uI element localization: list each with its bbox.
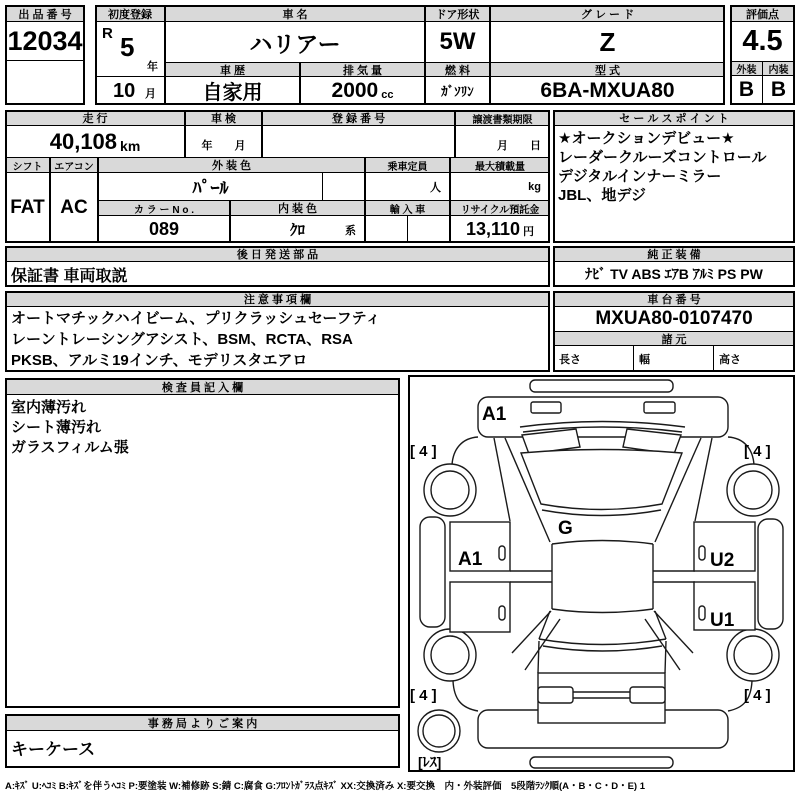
sales-points-body <box>553 125 795 243</box>
sales-point-line: レーダークルーズコントロール <box>558 149 767 166</box>
shift-value: FAT <box>5 172 50 243</box>
mark-right-front-door: U2 <box>710 550 735 571</box>
inspection-header: 車 検 <box>185 110 262 126</box>
exterior-grade-value: B <box>730 75 763 105</box>
imported-cell-right <box>407 215 450 243</box>
passengers-header: 乗車定員 <box>365 157 450 173</box>
mark-windshield: G <box>558 518 573 539</box>
inspector-note-line: シート薄汚れ <box>11 419 102 436</box>
history-value: 自家用 <box>165 76 300 105</box>
caution-line: PKSB、アルミ19インチ、モデリスタエアロ <box>11 352 308 369</box>
mark-left-front-door: A1 <box>458 549 483 570</box>
mark-tire-rear-right: [ 4 ] <box>744 687 771 704</box>
mileage-unit: km <box>120 138 141 154</box>
door-shape-header: ドア形状 <box>425 5 490 22</box>
mileage-header: 走 行 <box>5 110 185 126</box>
score-header: 評価点 <box>730 5 795 22</box>
year-suffix: 年 <box>147 61 158 73</box>
transfer-deadline-value: 月 日 <box>455 125 550 158</box>
car-name-value: ハリアー <box>165 21 425 63</box>
later-shipping-value: 保証書 車両取説 <box>5 261 550 287</box>
mark-spare-tire: [ﾚｽ] <box>418 754 442 770</box>
fuel-value: ｶﾞｿﾘﾝ <box>425 76 490 105</box>
lot-number-header: 出 品 番 号 <box>5 5 85 22</box>
exterior-color-header: 外 装 色 <box>98 157 365 173</box>
first-registration-year-cell <box>95 21 165 77</box>
interior-grade-header: 内装 <box>762 61 795 76</box>
interior-color-name: ｸﾛ <box>289 221 305 239</box>
car-name-header: 車 名 <box>165 5 425 22</box>
recycle-deposit-number: 13,110 <box>465 218 521 239</box>
passengers-value: 人 <box>365 172 450 201</box>
sales-point-line: ★オークションデビュー★ <box>558 130 735 147</box>
car-damage-diagram <box>408 375 795 772</box>
recycle-deposit-unit: 円 <box>523 226 535 238</box>
recycle-deposit-header: リサイクル預託金 <box>450 200 550 216</box>
reg-month: 10 <box>113 80 136 102</box>
recycle-deposit-value <box>450 215 550 243</box>
chassis-no-value: MXUA80-0107470 <box>553 306 795 332</box>
transfer-deadline-header: 譲渡書類期限 <box>455 110 550 126</box>
door-shape-value: 5W <box>425 21 490 63</box>
first-registration-header: 初度登録 <box>95 5 165 22</box>
dimensions-header: 諸 元 <box>553 331 795 346</box>
max-load-header: 最大積載量 <box>450 157 550 173</box>
exterior-grade-header: 外装 <box>730 61 763 76</box>
mileage-value <box>5 125 185 158</box>
mileage-number: 40,108 <box>49 128 118 154</box>
max-load-value: kg <box>450 172 550 201</box>
inspector-notes-body <box>5 394 400 708</box>
chassis-no-header: 車 台 番 号 <box>553 291 795 307</box>
exterior-color-empty-cell <box>322 172 365 201</box>
sales-point-line: JBL、地デジ <box>558 187 647 204</box>
score-value: 4.5 <box>730 21 795 62</box>
imported-cell-left <box>365 215 408 243</box>
mark-right-rear-door: U1 <box>710 610 735 631</box>
sales-points-header: セ ー ル ス ポ イ ン ト <box>553 110 795 126</box>
later-shipping-header: 後 日 発 送 部 品 <box>5 246 550 262</box>
displacement-unit: cc <box>381 89 394 101</box>
office-info-value: キーケース <box>5 730 400 768</box>
imported-header: 輸 入 車 <box>365 200 450 216</box>
inspector-notes-header: 検 査 員 記 入 欄 <box>5 378 400 395</box>
month-suffix: 月 <box>145 88 156 100</box>
displacement-value <box>300 76 425 105</box>
fuel-header: 燃 料 <box>425 62 490 77</box>
inspection-value: 年 月 <box>185 125 262 158</box>
displacement-number: 2000 <box>331 78 379 102</box>
color-no-header: カ ラ ー N o . <box>98 200 230 216</box>
registration-number-header: 登 録 番 号 <box>262 110 455 126</box>
first-registration-month-cell <box>95 76 165 105</box>
lot-number-value: 12034 <box>5 21 85 61</box>
reg-year: 5 <box>120 32 135 62</box>
caution-line: オートマチックハイビーム、プリクラッシュセーフティ <box>11 310 381 327</box>
genuine-equipment-header: 純 正 装 備 <box>553 246 795 262</box>
cautions-header: 注 意 事 項 欄 <box>5 291 550 307</box>
dimension-height-cell: 高さ <box>713 345 795 372</box>
inspector-note-line: 室内薄汚れ <box>11 399 87 416</box>
interior-color-header: 内 装 色 <box>230 200 365 216</box>
grade-value: Z <box>490 21 725 63</box>
sales-point-line: デジタルインナーミラー <box>558 168 722 185</box>
genuine-equipment-value: ﾅﾋﾞ TV ABS ｴｱB ｱﾙﾐ PS PW <box>553 261 795 287</box>
mark-tire-rear-left: [ 4 ] <box>410 687 437 704</box>
mark-tire-front-right: [ 4 ] <box>744 443 771 460</box>
displacement-header: 排 気 量 <box>300 62 425 77</box>
mark-hood: A1 <box>482 404 507 425</box>
registration-number-value <box>262 125 455 158</box>
aircon-value: AC <box>50 172 98 243</box>
caution-line: レーントレーシングアシスト、BSM、RCTA、RSA <box>11 331 353 348</box>
era-code: R <box>102 25 113 42</box>
interior-color-value <box>230 215 365 243</box>
history-header: 車 歴 <box>165 62 300 77</box>
interior-grade-value: B <box>762 75 795 105</box>
model-code-value: 6BA-MXUA80 <box>490 76 725 105</box>
aircon-header: エアコン <box>50 157 98 173</box>
grade-header: グ レ ー ド <box>490 5 725 22</box>
model-code-header: 型 式 <box>490 62 725 77</box>
mark-tire-front-left: [ 4 ] <box>410 443 437 460</box>
shift-header: シフト <box>5 157 50 173</box>
damage-code-legend: A:ｷｽﾞ U:ﾍｺﾐ B:ｷｽﾞを伴うﾍｺﾐ P:要塗装 W:補修跡 S:錆 C:腐食 G:ﾌﾛﾝﾄｶﾞﾗｽ点ｷｽﾞ XX:交換済み X:要交換 内・外装評価 5段階ﾗﾝｸ順(A・B・C・D・E) 1 <box>5 781 646 792</box>
inspector-note-line: ガラスフィルム張 <box>11 439 129 456</box>
dimension-width-cell: 幅 <box>633 345 714 372</box>
exterior-color-value: ﾊﾟｰﾙ <box>98 172 323 201</box>
office-info-header: 事 務 局 よ り ご 案 内 <box>5 714 400 731</box>
color-no-value: 089 <box>98 215 230 243</box>
cautions-body <box>5 306 550 372</box>
interior-color-suffix: 系 <box>345 225 356 237</box>
lot-number-empty-cell <box>5 60 85 105</box>
dimension-length-cell: 長さ <box>553 345 634 372</box>
